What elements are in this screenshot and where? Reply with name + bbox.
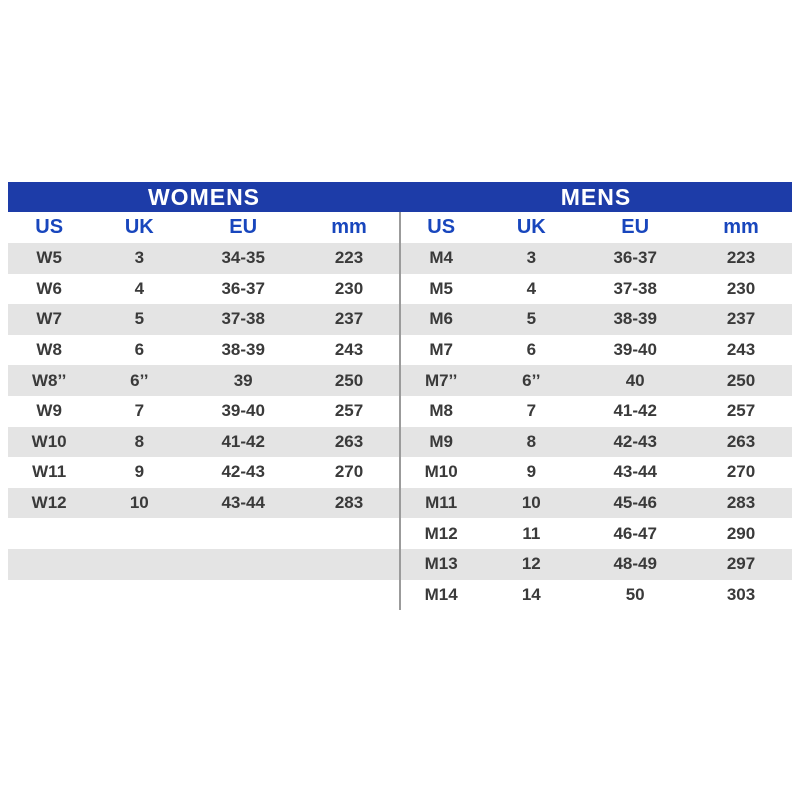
table-cell: M14 [424, 584, 458, 604]
table-cell: 38-39 [221, 340, 265, 360]
table-cell: 45-46 [613, 493, 657, 513]
table-cell: 42-43 [613, 431, 657, 451]
chart-body [8, 212, 792, 610]
table-cell: M8 [429, 401, 453, 421]
table-cell: 36-37 [613, 248, 657, 268]
table-row [400, 518, 792, 549]
table-row [400, 304, 792, 335]
table-cell: M9 [429, 431, 453, 451]
table-cell: 11 [522, 523, 541, 543]
table-cell: 38-39 [613, 309, 657, 329]
column-header-row [8, 212, 400, 243]
table-cell: 3 [134, 248, 145, 268]
table-cell: 230 [726, 278, 756, 298]
table-cell: 250 [726, 370, 756, 390]
table-row [400, 365, 792, 396]
table-row [400, 549, 792, 580]
table-cell: 230 [334, 278, 364, 298]
mens-section-title: MENS [560, 184, 632, 210]
table-cell: 3 [526, 248, 537, 268]
table-cell: M7’’ [424, 370, 458, 390]
table-cell: W5 [36, 248, 62, 268]
table-row [400, 396, 792, 427]
table-cell: 263 [334, 431, 364, 451]
table-row [8, 335, 400, 366]
table-row [400, 427, 792, 458]
table-cell: 6’’ [130, 370, 149, 390]
table-row [8, 488, 400, 519]
table-cell: M5 [429, 278, 453, 298]
table-cell: 270 [334, 462, 364, 482]
table-cell: 257 [334, 401, 364, 421]
table-cell [298, 549, 400, 580]
table-cell: M10 [424, 462, 458, 482]
column-header-uk: UK [124, 216, 154, 238]
table-cell: 237 [726, 309, 756, 329]
table-row [8, 396, 400, 427]
table-cell: 34-35 [221, 248, 265, 268]
column-header-row [400, 212, 792, 243]
table-cell: 42-43 [221, 462, 265, 482]
table-cell: 50 [625, 584, 645, 604]
table-row [400, 335, 792, 366]
table-cell [90, 580, 188, 611]
table-row [8, 274, 400, 305]
table-cell: 36-37 [221, 278, 265, 298]
table-cell: 7 [134, 401, 145, 421]
table-row [400, 488, 792, 519]
column-header-eu: EU [229, 216, 258, 238]
table-row [8, 549, 400, 580]
column-header-eu: EU [621, 216, 650, 238]
table-cell: 48-49 [613, 554, 657, 574]
table-row [400, 274, 792, 305]
table-cell [8, 580, 90, 611]
table-cell: 4 [526, 278, 537, 298]
table-cell: 5 [526, 309, 537, 329]
table-row [8, 518, 400, 549]
mens-size-table [400, 212, 792, 610]
table-cell: 8 [134, 431, 145, 451]
table-cell: 270 [726, 462, 756, 482]
table-cell [8, 518, 90, 549]
table-row [400, 457, 792, 488]
table-cell: M13 [424, 554, 458, 574]
table-row [400, 243, 792, 274]
table-cell: W12 [31, 493, 67, 513]
table-cell [298, 580, 400, 611]
table-row [8, 580, 400, 611]
column-header-us: US [35, 216, 64, 238]
table-cell: 290 [726, 523, 756, 543]
table-cell: 237 [334, 309, 364, 329]
column-header-mm: mm [331, 216, 367, 238]
table-cell: 37-38 [613, 278, 657, 298]
table-cell: M6 [429, 309, 453, 329]
table-cell: 283 [726, 493, 756, 513]
table-cell: M7 [429, 340, 453, 360]
table-cell [298, 518, 400, 549]
table-cell: 41-42 [221, 431, 265, 451]
column-header-uk: UK [516, 216, 546, 238]
table-cell: 39-40 [221, 401, 265, 421]
table-cell: W8 [36, 340, 62, 360]
table-cell: 40 [625, 370, 645, 390]
table-cell: 243 [726, 340, 756, 360]
table-cell: 297 [726, 554, 756, 574]
table-cell: 43-44 [221, 493, 265, 513]
table-cell: 8 [526, 431, 537, 451]
table-cell: 46-47 [613, 523, 657, 543]
table-cell [8, 549, 90, 580]
table-row [8, 304, 400, 335]
table-cell: W9 [36, 401, 62, 421]
table-cell: 4 [134, 278, 145, 298]
table-cell: W6 [36, 278, 62, 298]
table-cell: 223 [726, 248, 756, 268]
column-header-us: US [427, 216, 456, 238]
size-conversion-chart [8, 182, 792, 610]
chart-title-bar [8, 182, 792, 212]
table-cell: 250 [334, 370, 364, 390]
table-cell: 283 [334, 493, 364, 513]
table-row [8, 427, 400, 458]
table-cell: 39 [233, 370, 253, 390]
table-cell: 10 [129, 493, 149, 513]
table-cell: M12 [424, 523, 458, 543]
table-cell: 39-40 [613, 340, 657, 360]
table-cell: 6 [526, 340, 537, 360]
table-cell: 5 [134, 309, 145, 329]
table-cell: 10 [521, 493, 541, 513]
table-cell: W8’’ [31, 370, 67, 390]
table-row [8, 457, 400, 488]
womens-section-title: WOMENS [147, 184, 261, 210]
table-row [8, 243, 400, 274]
table-cell [188, 549, 298, 580]
table-cell: M11 [425, 493, 458, 513]
table-cell: 243 [334, 340, 364, 360]
table-cell: 9 [526, 462, 537, 482]
table-cell: 303 [726, 584, 756, 604]
table-cell: 37-38 [221, 309, 265, 329]
table-cell: W7 [36, 309, 62, 329]
table-row [8, 365, 400, 396]
table-cell: 14 [521, 584, 541, 604]
table-cell [90, 549, 188, 580]
table-cell: W11 [32, 462, 67, 482]
table-cell: 12 [521, 554, 541, 574]
table-cell: 41-42 [613, 401, 657, 421]
womens-size-table [8, 212, 400, 610]
table-cell: 223 [334, 248, 364, 268]
table-cell: 6’’ [522, 370, 541, 390]
section-divider [399, 212, 401, 610]
table-cell: 257 [726, 401, 756, 421]
table-cell: 6 [134, 340, 145, 360]
table-cell: 263 [726, 431, 756, 451]
table-cell: W10 [31, 431, 67, 451]
column-header-mm: mm [723, 216, 759, 238]
table-cell [90, 518, 188, 549]
table-cell: 43-44 [613, 462, 657, 482]
table-cell [188, 518, 298, 549]
table-cell [188, 580, 298, 611]
table-cell: 7 [526, 401, 537, 421]
table-cell: M4 [429, 248, 453, 268]
table-row [400, 580, 792, 611]
table-cell: 9 [134, 462, 145, 482]
